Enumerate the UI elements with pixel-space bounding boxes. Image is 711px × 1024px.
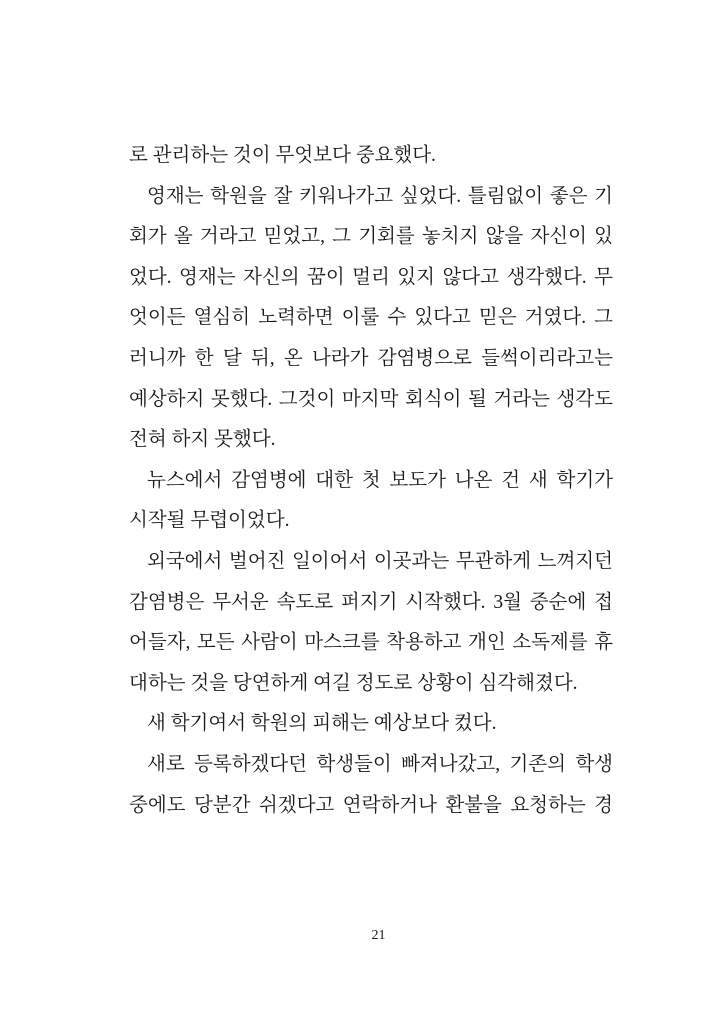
text-line: 러니까 한 달 뒤, 온 나라가 감염병으로 들썩이리라고는	[129, 347, 613, 369]
text-line: 예상하지 못했다. 그것이 마지막 회식이 될 거라는 생각도	[129, 388, 613, 410]
text-line: 어들자, 모든 사람이 마스크를 착용하고 개인 소독제를 휴	[129, 632, 613, 654]
text-line: 감염병은 무서운 속도로 퍼지기 시작했다. 3월 중순에 접	[129, 591, 613, 613]
text-line: 시작될 무렵이었다.	[129, 510, 290, 532]
text-line: 었다. 영재는 자신의 꿈이 멀리 있지 않다고 생각했다. 무	[129, 266, 613, 288]
text-line: 외국에서 벌어진 일이어서 이곳과는 무관하게 느껴지던	[147, 550, 613, 572]
page-number: 21	[371, 928, 386, 943]
text-line: 뉴스에서 감염병에 대한 첫 보도가 나온 건 새 학기가	[147, 469, 613, 491]
text-line: 영재는 학원을 잘 키워나가고 싶었다. 틀림없이 좋은 기	[147, 185, 613, 207]
text-line: 엇이든 열심히 노력하면 이룰 수 있다고 믿은 거였다. 그	[129, 307, 613, 329]
text-line: 새 학기여서 학원의 피해는 예상보다 컸다.	[147, 713, 497, 735]
text-line: 회가 올 거라고 믿었고, 그 기회를 놓치지 않을 자신이 있	[129, 226, 613, 248]
text-line: 로 관리하는 것이 무엇보다 중요했다.	[129, 145, 436, 166]
text-line: 중에도 당분간 쉬겠다고 연락하거나 환불을 요청하는 경	[129, 794, 613, 816]
body-text	[129, 136, 613, 826]
text-line: 전혀 하지 못했다.	[129, 429, 276, 451]
text-line: 대하는 것을 당연하게 여길 정도로 상황이 심각해졌다.	[129, 672, 578, 694]
text-line: 새로 등록하겠다던 학생들이 빠져나갔고, 기존의 학생	[147, 753, 613, 775]
